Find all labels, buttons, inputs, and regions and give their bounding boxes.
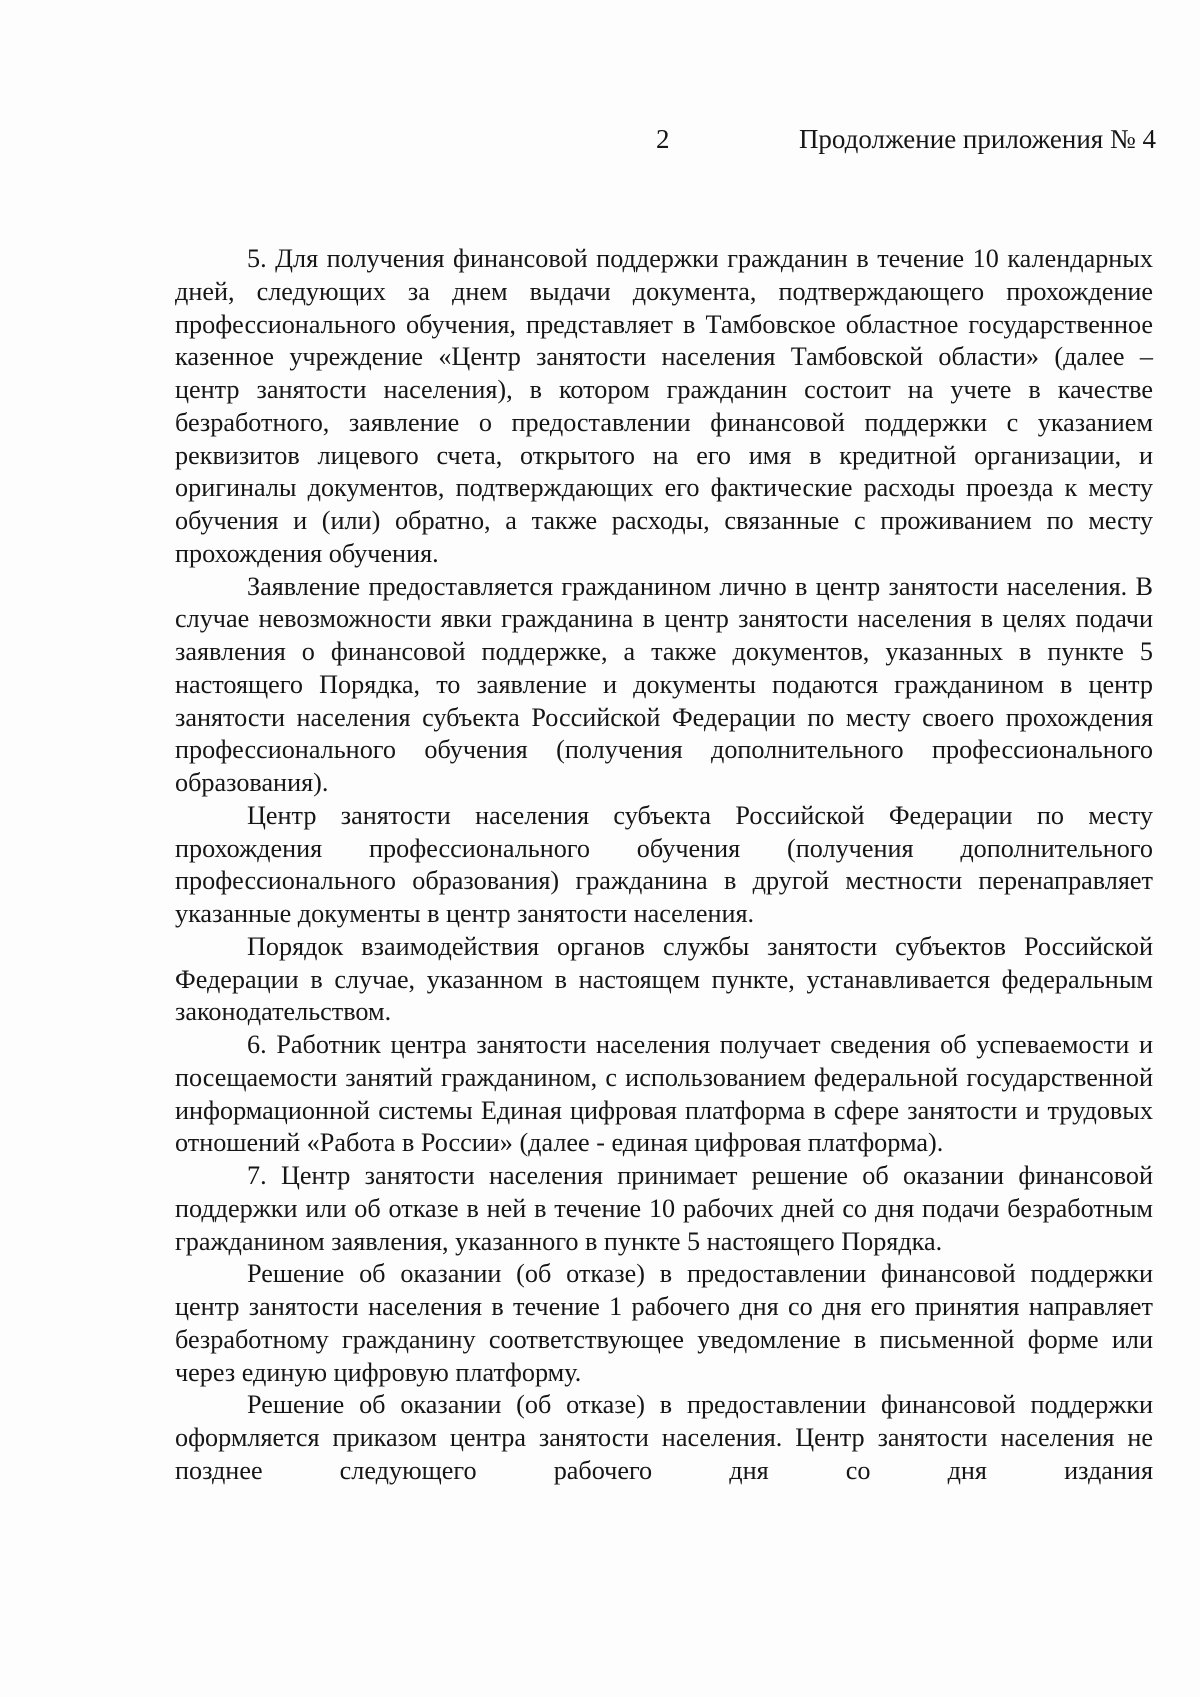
paragraph-item-7: 7. Центр занятости населения принимает решение об оказании финансовой поддержки или об отказе в ней в течение 10 рабочих дней со дня подачи безработным гражданином заявления, указанного в пункте 5 настоящего Порядка. [175, 1161, 1153, 1256]
page-number: 2 [656, 124, 670, 154]
document-body [175, 243, 1153, 1488]
paragraph-decision-notification: Решение об оказании (об отказе) в предоставлении финансовой поддержки центр занятости населения в течение 1 рабочего дня со дня его принятия направляет безработному гражданину соответствующее уведомление в письменной форме или через единую цифровую платформу. [175, 1259, 1153, 1387]
paragraph-decision-order: Решение об оказании (об отказе) в предоставлении финансовой поддержки оформляется приказом центра занятости населения. Центр занятости населения не позднее следующего рабочего дня со дня издания [175, 1390, 1153, 1485]
appendix-continuation-label: Продолжение приложения № 4 [798, 124, 1156, 154]
paragraph-item-6: 6. Работник центра занятости населения получает сведения об успеваемости и посещаемости занятий гражданином, с использованием федеральной государственной информационной системы Единая цифровая платформа в сфере занятости и трудовых отношений «Работа в России» (далее - единая цифровая платформа). [175, 1030, 1153, 1158]
paragraph-application-submission: Заявление предоставляется гражданином лично в центр занятости населения. В случае невозможности явки гражданина в центр занятости населения в целях подачи заявления о финансовой поддержке, а также документов, указанных в пункте 5 настоящего Порядка, то заявление и документы подаются гражданином в центр занятости населения субъекта Российской Федерации по месту своего прохождения профессионального обучения (получения дополнительного профессионального образования). [175, 571, 1153, 797]
paragraph-interaction-procedure: Порядок взаимодействия органов службы занятости субъектов Российской Федерации в случае, указанном в настоящем пункте, устанавливается федеральным законодательством. [175, 931, 1153, 1027]
paragraph-regional-center: Центр занятости населения субъекта Российской Федерации по месту прохождения профессионального обучения (получения дополнительного профессионального образования) гражданина в другой местности перенаправляет указанные документы в центр занятости населения. [175, 800, 1153, 928]
paragraph-item-5: 5. Для получения финансовой поддержки гражданин в течение 10 календарных дней, следующих за днем выдачи документа, подтверждающего прохождение профессионального обучения, представляет в Тамбовское областное государственное казенное учреждение «Центр занятости населения Тамбовской области» (далее – центр занятости населения), в котором гражданин состоит на учете в качестве безработного, заявление о предоставлении финансовой поддержки с указанием реквизитов лицевого счета, открытого на его имя в кредитной организации, и оригиналы документов, подтверждающих его фактические расходы проезда к месту обучения и (или) обратно, а также расходы, связанные с проживанием по месту прохождения обучения. [175, 244, 1153, 568]
